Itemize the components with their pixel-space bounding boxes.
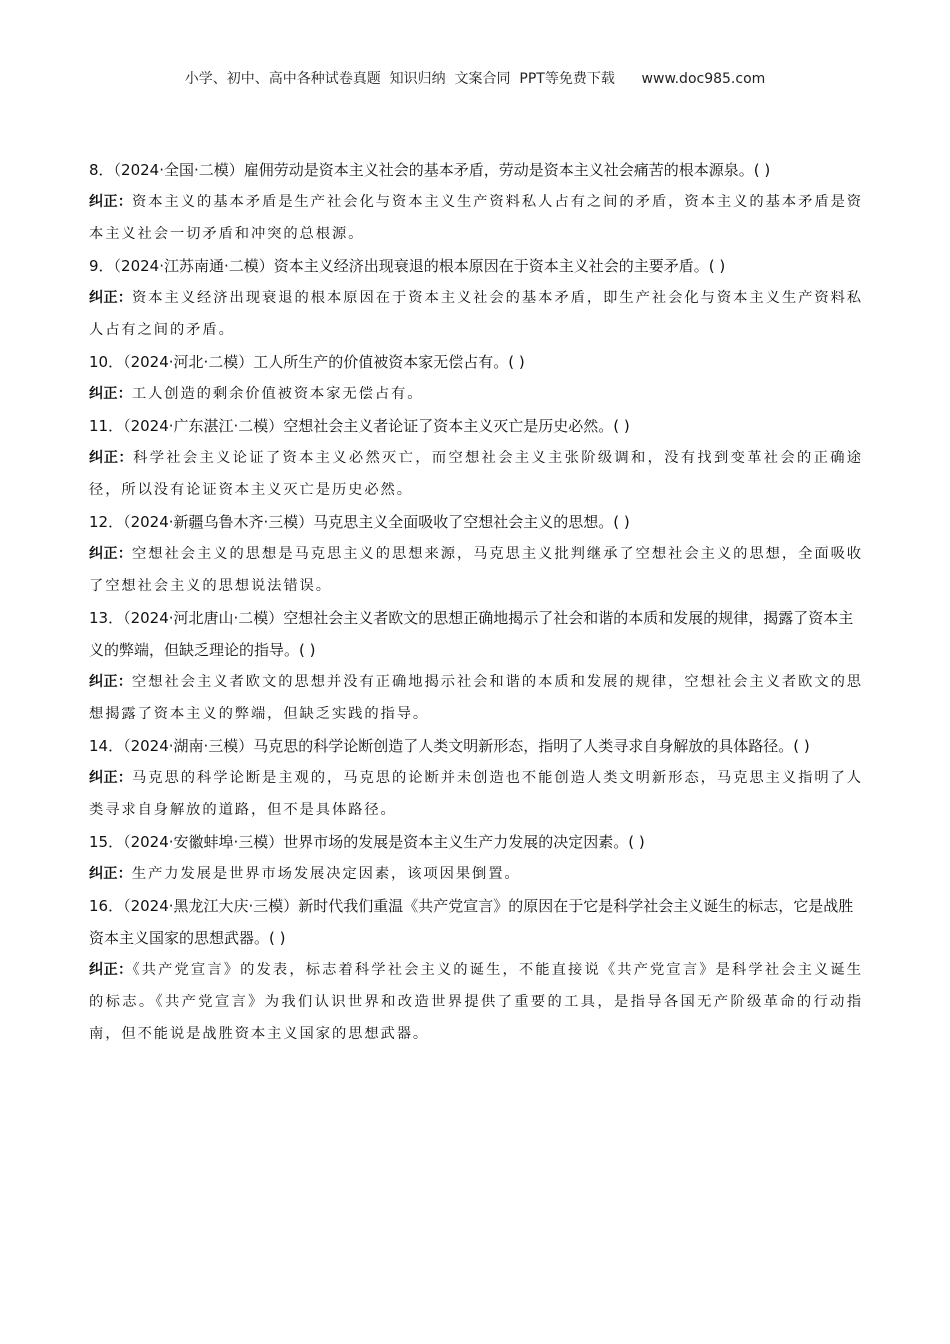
- question-item-11: [89, 410, 863, 506]
- correction-body: 生产力发展是世界市场发展决定因素，该项因果倒置。: [131, 866, 521, 882]
- correction-text: [89, 282, 863, 346]
- correction-text: [89, 954, 863, 1050]
- question-item-13: [89, 602, 863, 730]
- question-list: [89, 154, 863, 1050]
- question-text: 12．（2024·新疆乌鲁木齐·三模）马克思主义全面吸收了空想社会主义的思想。( ): [89, 513, 630, 531]
- correction-body: 马克思的科学论断是主观的，马克思的论断并未创造也不能创造人类文明新形态，马克思主义指明了人类寻求自身解放的道路，但不是具体路径。: [89, 770, 864, 818]
- question-text: 14．（2024·湖南·三模）马克思的科学论断创造了人类文明新形态，指明了人类寻求自身解放的具体路径。( ): [89, 737, 810, 755]
- correction-label: 纠正：: [89, 386, 132, 402]
- correction-label: 纠正：: [89, 962, 133, 978]
- correction-label: 纠正：: [89, 290, 133, 306]
- question-item-15: [89, 826, 863, 890]
- correction-body: 资本主义的基本矛盾是生产社会化与资本主义生产资料私人占有之间的矛盾，资本主义的基本矛盾是资本主义社会一切矛盾和冲突的总根源。: [89, 194, 864, 242]
- correction-body: 空想社会主义的思想是马克思主义的思想来源，马克思主义批判继承了空想社会主义的思想，全面吸收了空想社会主义的思想说法错误。: [89, 546, 864, 594]
- correction-text: [89, 538, 863, 602]
- question-text: 13．（2024·河北唐山·二模）空想社会主义者欧文的思想正确地揭示了社会和谐的本质和发展的规律，揭露了资本主义的弊端，但缺乏理论的指导。( ): [89, 609, 854, 659]
- question-item-14: [89, 730, 863, 826]
- correction-body: 科学社会主义论证了资本主义必然灭亡，而空想社会主义主张阶级调和，没有找到变革社会的正确途径，所以没有论证资本主义灭亡是历史必然。: [89, 450, 863, 498]
- question-item-12: [89, 506, 863, 602]
- correction-label: 纠正：: [89, 194, 133, 210]
- question-text: 15．（2024·安徽蚌埠·三模）世界市场的发展是资本主义生产力发展的决定因素。( ): [89, 833, 645, 851]
- correction-text: [89, 858, 863, 890]
- question-item-16: [89, 890, 863, 1050]
- correction-body: 资本主义经济出现衰退的根本原因在于资本主义社会的基本矛盾，即生产社会化与资本主义生产资料私人占有之间的矛盾。: [89, 290, 864, 338]
- correction-text: [89, 762, 863, 826]
- question-text: 16．（2024·黑龙江大庆·三模）新时代我们重温《共产党宣言》的原因在于它是科学社会主义诞生的标志，它是战胜资本主义国家的思想武器。( ): [89, 897, 854, 947]
- question-item-10: [89, 346, 863, 410]
- question-item-8: [89, 154, 863, 250]
- correction-label: 纠正：: [89, 674, 133, 690]
- question-text: 9．（2024·江苏南通·二模）资本主义经济出现衰退的根本原因在于资本主义社会的主要矛盾。( ): [89, 257, 726, 275]
- question-text: 8．（2024·全国·二模）雇佣劳动是资本主义社会的基本矛盾，劳动是资本主义社会痛苦的根本源泉。( ): [89, 161, 771, 179]
- correction-label: 纠正：: [89, 450, 134, 466]
- question-text: 10．（2024·河北·二模）工人所生产的价值被资本家无偿占有。( ): [89, 353, 525, 371]
- correction-body: 空想社会主义者欧文的思想并没有正确地揭示社会和谐的本质和发展的规律，空想社会主义者欧文的思想揭露了资本主义的弊端，但缺乏实践的指导。: [89, 674, 864, 722]
- correction-body: 工人创造的剩余价值被资本家无偿占有。: [131, 386, 424, 402]
- correction-body: 《共产党宣言》的发表，标志着科学社会主义的诞生，不能直接说《共产党宣言》是科学社会主义诞生的标志。《共产党宣言》为我们认识世界和改造世界提供了重要的工具，是指导各国无产阶级革命的行动指南，但不能说是战胜资本主义国家的思想武器。: [89, 962, 863, 1042]
- correction-label: 纠正：: [89, 866, 132, 882]
- page-header: 小学、初中、高中各种试卷真题 知识归纳 文案合同 PPT等免费下载 www.doc985.com: [184, 71, 766, 87]
- question-item-9: [89, 250, 863, 346]
- question-text: 11．（2024·广东湛江·二模）空想社会主义者论证了资本主义灭亡是历史必然。( ): [89, 417, 630, 435]
- correction-text: [89, 186, 863, 250]
- correction-text: [89, 666, 863, 730]
- correction-label: 纠正：: [89, 770, 133, 786]
- correction-text: [89, 378, 863, 410]
- correction-text: [89, 442, 863, 506]
- correction-label: 纠正：: [89, 546, 133, 562]
